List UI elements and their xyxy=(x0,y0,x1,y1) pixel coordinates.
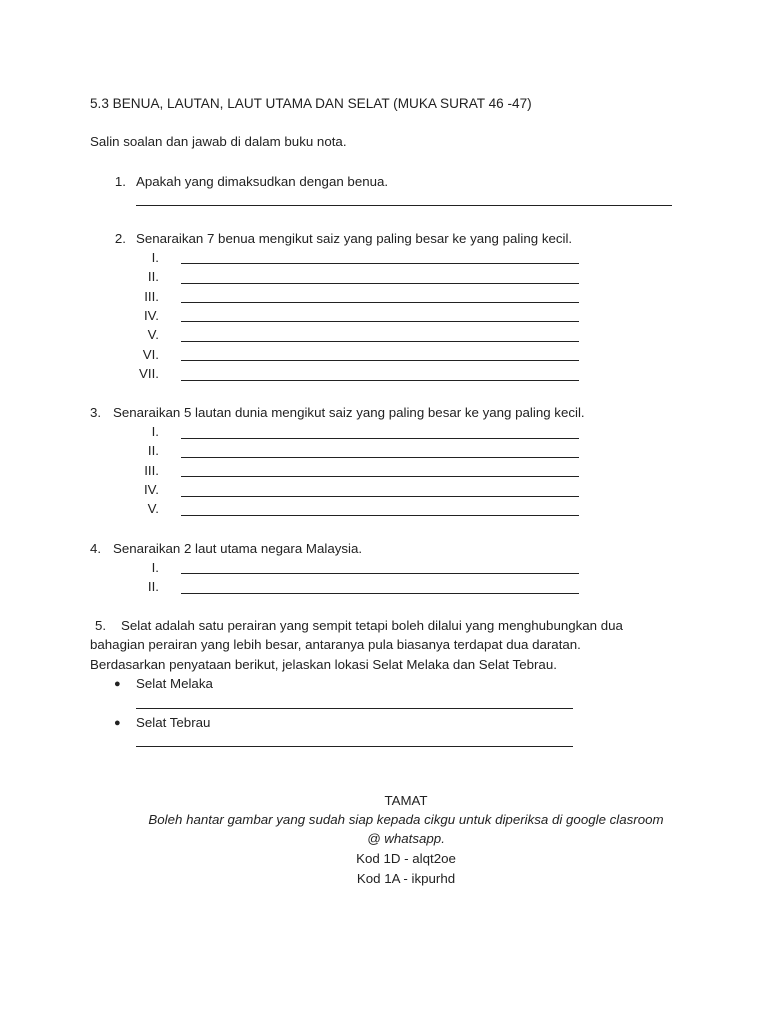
q5-bullet-selat-tebrau: Selat Tebrau xyxy=(136,715,211,730)
class-code-1d: Kod 1D - alqt2oe xyxy=(356,851,456,866)
q3-item-label: V. xyxy=(147,501,159,516)
q3-answer-line xyxy=(181,515,579,516)
q3-item-label: III. xyxy=(144,463,159,478)
page-title: 5.3 BENUA, LAUTAN, LAUT UTAMA DAN SELAT (MUKA SURAT 46 -47) xyxy=(90,96,532,111)
q2-item-label: I. xyxy=(151,250,159,265)
q2-item-label: V. xyxy=(147,327,159,342)
q5-answer-line xyxy=(136,708,573,709)
q4-answer-line xyxy=(181,593,579,594)
q3-answer-line xyxy=(181,476,579,477)
bullet-icon: ● xyxy=(114,678,121,690)
q3-text: Senaraikan 5 lautan dunia mengikut saiz yang paling besar ke yang paling kecil. xyxy=(113,405,585,420)
q4-answer-line xyxy=(181,573,579,574)
bullet-icon: ● xyxy=(114,717,121,729)
q4-text: Senaraikan 2 laut utama negara Malaysia. xyxy=(113,541,363,556)
q1-number: 1. xyxy=(114,174,126,189)
q2-item-label: III. xyxy=(144,289,159,304)
q2-item-label: VI. xyxy=(142,347,159,362)
q3-answer-line xyxy=(181,438,579,439)
q5-text-line1: Selat adalah satu perairan yang sempit tetapi boleh dilalui yang menghubungkan dua xyxy=(121,618,623,633)
q2-text: Senaraikan 7 benua mengikut saiz yang paling besar ke yang paling kecil. xyxy=(136,231,573,246)
q3-answer-line xyxy=(181,496,579,497)
q1-answer-line xyxy=(136,205,672,206)
q2-answer-line xyxy=(181,283,579,284)
q2-number: 2. xyxy=(114,231,126,246)
q5-number: 5. xyxy=(95,618,107,633)
q2-answer-line xyxy=(181,341,579,342)
q2-answer-line xyxy=(181,380,579,381)
q3-answer-line xyxy=(181,457,579,458)
q3-item-label: II. xyxy=(147,443,159,458)
q3-item-label: I. xyxy=(151,424,159,439)
q5-text-line3: Berdasarkan penyataan berikut, jelaskan lokasi Selat Melaka dan Selat Tebrau. xyxy=(90,657,557,672)
q4-item-label: I. xyxy=(151,560,159,575)
q2-answer-line xyxy=(181,321,579,322)
q4-number: 4. xyxy=(90,541,102,556)
q5-answer-line xyxy=(136,746,573,747)
q3-number: 3. xyxy=(90,405,102,420)
q3-item-label: IV. xyxy=(143,482,159,497)
q2-answer-line xyxy=(181,360,579,361)
q4-item-label: II. xyxy=(147,579,159,594)
submission-note-line1: Boleh hantar gambar yang sudah siap kepada cikgu untuk diperiksa di google clasroom xyxy=(148,812,664,827)
q2-item-label: VII. xyxy=(139,366,159,381)
instruction-text: Salin soalan dan jawab di dalam buku nota. xyxy=(90,134,347,149)
end-label: TAMAT xyxy=(384,793,428,808)
q2-item-label: IV. xyxy=(143,308,159,323)
q5-text-line2: bahagian perairan yang lebih besar, antaranya pula biasanya terdapat dua daratan. xyxy=(90,637,581,652)
q2-item-label: II. xyxy=(147,269,159,284)
submission-note-line2: @ whatsapp. xyxy=(367,831,445,846)
q1-text: Apakah yang dimaksudkan dengan benua. xyxy=(136,174,389,189)
q2-answer-line xyxy=(181,302,579,303)
q5-bullet-selat-melaka: Selat Melaka xyxy=(136,676,213,691)
class-code-1a: Kod 1A - ikpurhd xyxy=(356,871,456,886)
q2-answer-line xyxy=(181,263,579,264)
